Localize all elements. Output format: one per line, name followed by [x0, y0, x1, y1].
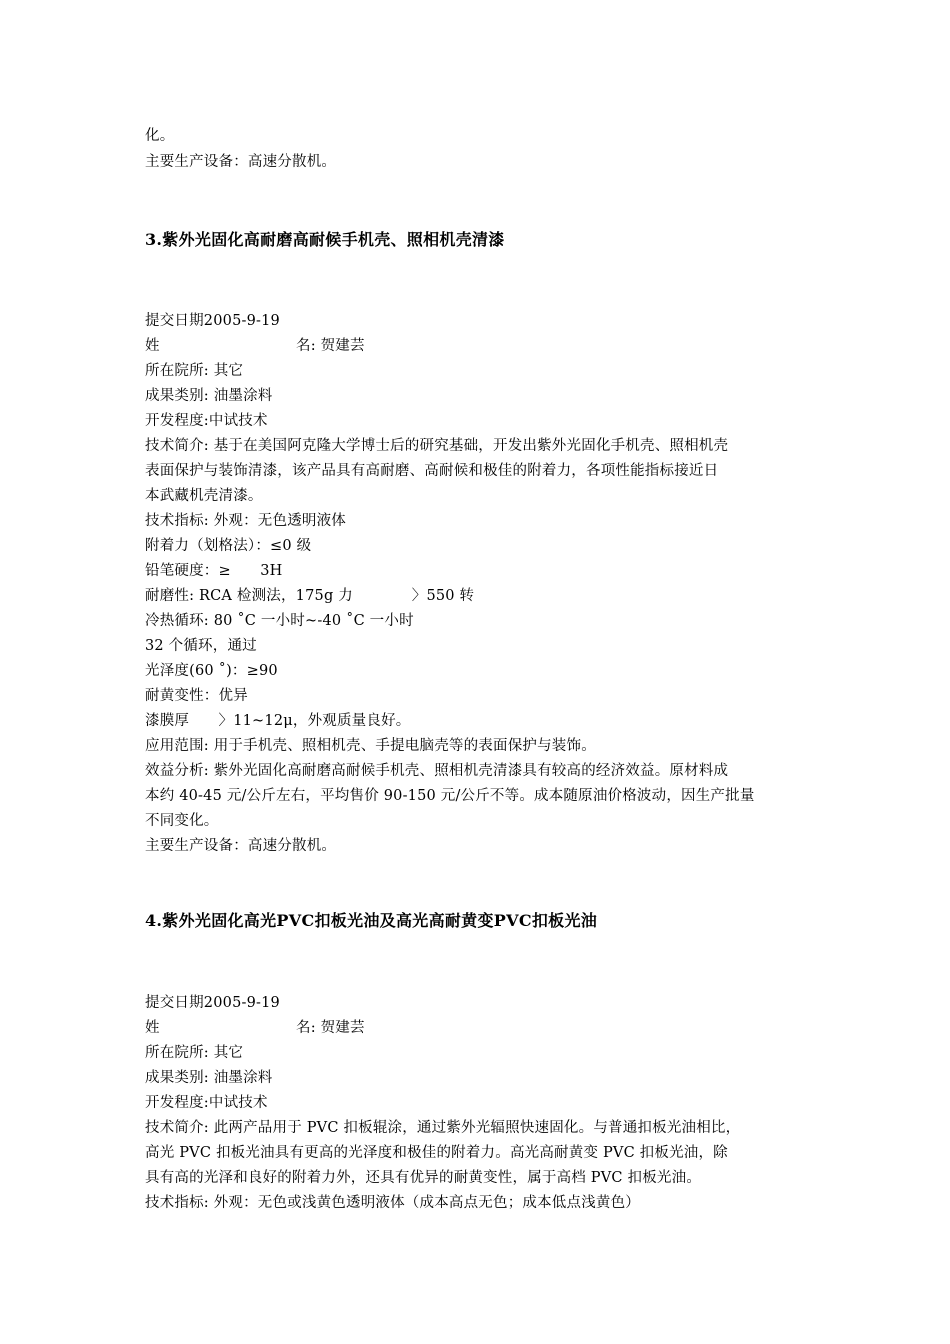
name-label: 姓 [145, 338, 160, 354]
category: 成果类别: 油墨涂料 [145, 1070, 273, 1086]
name-value: 名: 贺建芸 [296, 1020, 365, 1036]
body-text: 化。 [145, 128, 175, 144]
tech-intro: 技术简介: 此两产品用于 PVC 扣板辊涂，通过紫外光辐照快速固化。与普通扣板光油相比， [145, 1120, 741, 1136]
benefit-analysis: 不同变化。 [145, 813, 219, 829]
tech-spec: 附着力（划格法）：≤0 级 [145, 538, 312, 554]
institute: 所在院所: 其它 [145, 363, 244, 379]
tech-spec: 铅笔硬度：≥ 3H [145, 563, 283, 579]
section-heading: 3.紫外光固化高耐磨高耐候手机壳、照相机壳清漆 [145, 230, 505, 249]
tech-spec: 冷热循环: 80 ˚C 一小时~-40 ˚C 一小时 [145, 613, 414, 629]
tech-intro: 本武藏机壳清漆。 [145, 488, 263, 504]
tech-spec: 32 个循环，通过 [145, 638, 257, 654]
name-label: 姓 [145, 1020, 160, 1036]
tech-intro: 表面保护与装饰清漆，该产品具有高耐磨、高耐候和极佳的附着力，各项性能指标接近日 [145, 463, 719, 479]
application-scope: 应用范围: 用于手机壳、照相机壳、手提电脑壳等的表面保护与装饰。 [145, 738, 596, 754]
tech-intro: 具有高的光泽和良好的附着力外，还具有优异的耐黄变性，属于高档 PVC 扣板光油。 [145, 1170, 702, 1186]
tech-spec: 耐磨性: RCA 检测法，175g 力 〉550 转 [145, 588, 475, 604]
tech-intro: 技术简介: 基于在美国阿克隆大学博士后的研究基础，开发出紫外光固化手机壳、照相机壳 [145, 438, 729, 454]
tech-intro: 高光 PVC 扣板光油具有更高的光泽度和极佳的附着力。高光高耐黄变 PVC 扣板光油，除 [145, 1145, 728, 1161]
name-value: 名: 贺建芸 [296, 338, 365, 354]
development-stage: 开发程度:中试技术 [145, 1095, 268, 1111]
tech-spec: 光泽度(60 ˚)：≥90 [145, 663, 278, 679]
tech-spec: 耐黄变性：优异 [145, 688, 248, 704]
section-heading: 4.紫外光固化高光PVC扣板光油及高光高耐黄变PVC扣板光油 [145, 911, 598, 930]
equipment-line: 主要生产设备：高速分散机。 [145, 154, 337, 170]
submit-date: 提交日期2005-9-19 [145, 313, 280, 329]
equipment-line: 主要生产设备：高速分散机。 [145, 838, 337, 854]
institute: 所在院所: 其它 [145, 1045, 244, 1061]
benefit-analysis: 效益分析: 紫外光固化高耐磨高耐候手机壳、照相机壳清漆具有较高的经济效益。原材料成 [145, 763, 729, 779]
category: 成果类别: 油墨涂料 [145, 388, 273, 404]
tech-spec: 漆膜厚 〉11~12μ，外观质量良好。 [145, 713, 411, 729]
tech-spec: 技术指标: 外观：无色或浅黄色透明液体（成本高点无色；成本低点浅黄色） [145, 1195, 640, 1211]
development-stage: 开发程度:中试技术 [145, 413, 268, 429]
benefit-analysis: 本约 40-45 元/公斤左右，平均售价 90-150 元/公斤不等。成本随原油价格波动，因生产批量 [145, 788, 755, 804]
submit-date: 提交日期2005-9-19 [145, 995, 280, 1011]
tech-spec: 技术指标: 外观：无色透明液体 [145, 513, 346, 529]
